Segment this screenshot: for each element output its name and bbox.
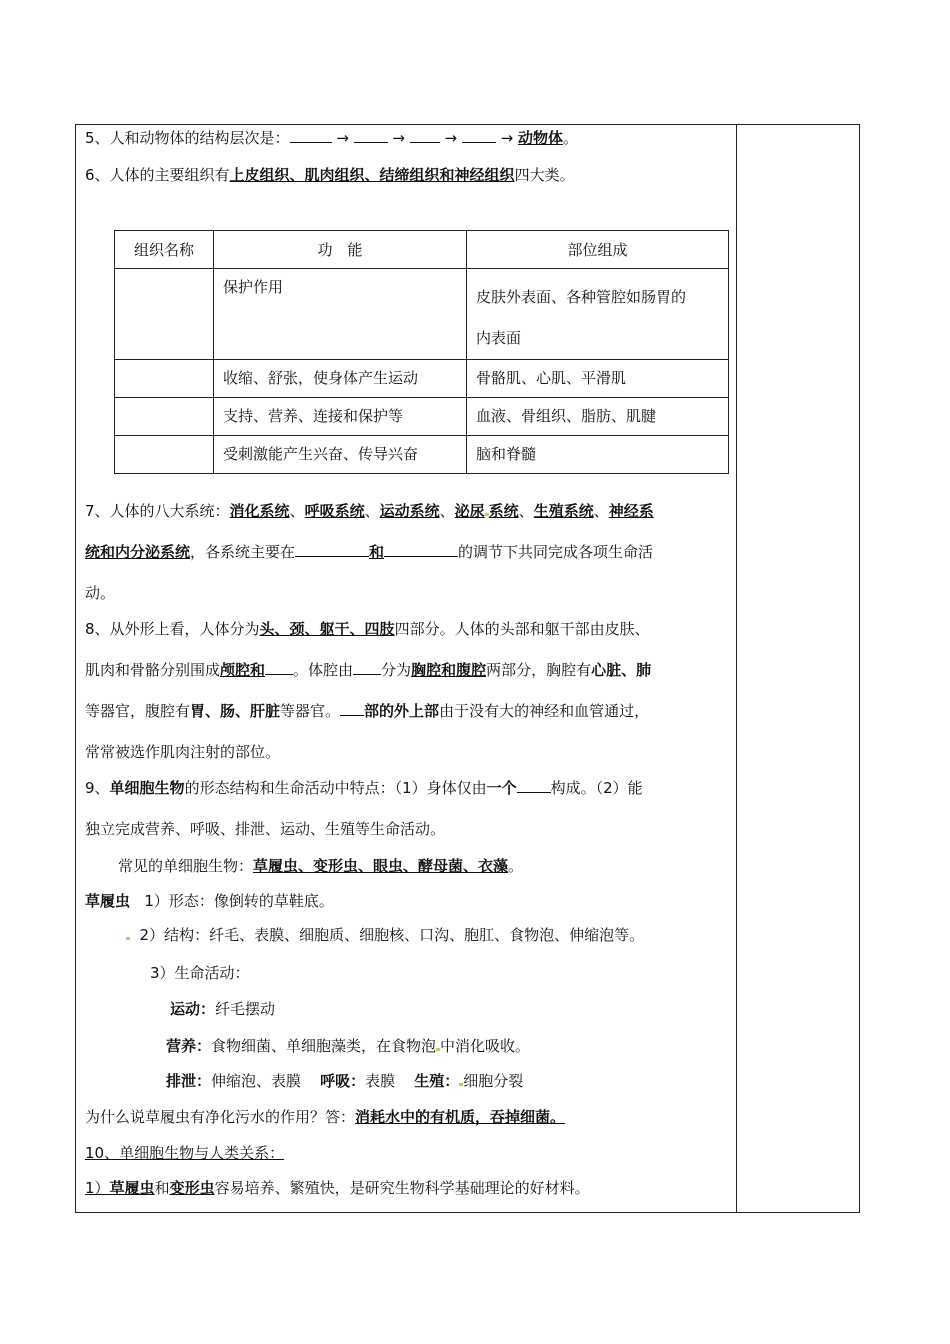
- item-6: 6、人体的主要组织有上皮组织、肌肉组织、结缔组织和神经组织四大类。: [85, 166, 575, 184]
- item-8-line4: 常常被选作肌肉注射的部位。: [85, 743, 281, 761]
- paramecium-excretion: 排泄：伸缩泡、表膜 呼吸：表膜 生殖： 细胞分裂: [166, 1072, 524, 1090]
- paramecium-question: 为什么说草履虫有净化污水的作用？答：消耗水中的有机质，吞掉细菌。: [85, 1108, 566, 1126]
- table-row: 受刺激能产生兴奋、传导兴奋 脑和脊髓: [115, 436, 729, 474]
- item-7-line2: 统和内分泌系统，各系统主要在 和 的调节下共同完成各项生命活: [85, 543, 654, 561]
- paramecium-movement: 运动：纤毛摆动: [170, 1000, 276, 1018]
- item-8-line2: 肌肉和骨骼分别围成颅腔和 。体腔由 分为胸腔和腹腔两部分，胸腔有心脏、肺: [85, 661, 652, 679]
- table-header-row: [115, 231, 729, 269]
- right-column-divider: [736, 124, 737, 1213]
- item-9: 9、单细胞生物的形态结构和生命活动中特点：（1）身体仅由一个 构成。（2）能: [85, 779, 643, 797]
- table-row: 收缩、舒张，使身体产生运动 骨骼肌、心肌、平滑肌: [115, 360, 729, 398]
- item-10-title: 10、单细胞生物与人类关系：: [85, 1144, 285, 1162]
- item-7: 7、人体的八大系统：消化系统、呼吸系统、运动系统、泌尿 系统、生殖系统、神经系: [85, 502, 654, 520]
- paramecium-nutrition: 营养：食物细菌、单细胞藻类，在食物泡 中消化吸收。: [166, 1037, 531, 1055]
- item-5: 5、人和动物体的结构层次是： → → → → 动物体。: [85, 129, 579, 147]
- paramecium-shape: 草履虫 1）形态：像倒转的草鞋底。: [85, 892, 334, 910]
- paramecium-life: 3）生命活动：: [150, 964, 250, 982]
- col-location-header: 部位组成: [467, 231, 729, 269]
- col-function-header: 功 能: [214, 231, 467, 269]
- paramecium-structure: 2）结构：纤毛、表膜、细胞质、细胞核、口沟、胞肛、食物泡、伸缩泡等。: [126, 925, 644, 945]
- item-7-line3: 动。: [85, 584, 116, 602]
- col-name-header: 组织名称: [115, 231, 214, 269]
- table-row: 保护作用 皮肤外表面、各种管腔如肠胃的 内表面: [115, 269, 729, 360]
- item-8: 8、从外形上看，人体分为头、颈、躯干、四肢四部分。人体的头部和躯干部由皮肤、: [85, 620, 650, 638]
- item-9-line2: 独立完成营养、呼吸、排泄、运动、生殖等生命活动。: [85, 820, 446, 838]
- common-unicellular: 常见的单细胞生物：草履虫、变形虫、眼虫、酵母菌、衣藻。: [118, 857, 524, 875]
- item-10-line1: 1）草履虫和变形虫容易培养、繁殖快，是研究生物科学基础理论的好材料。: [85, 1179, 590, 1197]
- item-8-line3: 等器官，腹腔有胃、肠、肝脏等器官。 部的外上部由于没有大的神经和血管通过，: [85, 702, 650, 720]
- table-row: 支持、营养、连接和保护等 血液、骨组织、脂肪、肌腱: [115, 398, 729, 436]
- tissue-table: [114, 230, 729, 474]
